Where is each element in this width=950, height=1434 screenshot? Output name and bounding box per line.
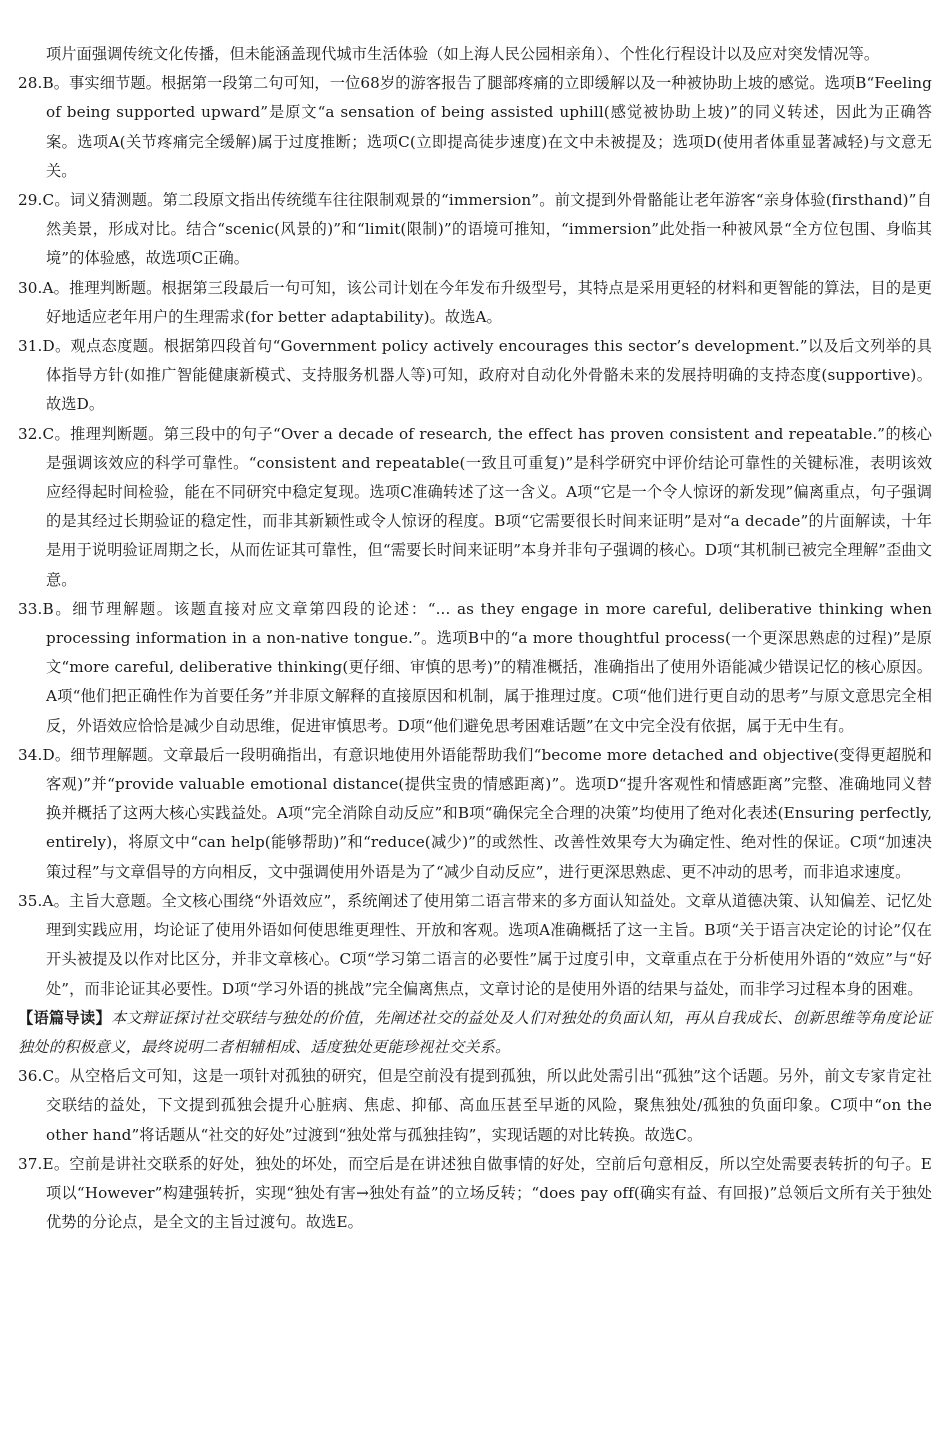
item-number: 32. [18, 424, 43, 443]
item-number: 33. [18, 599, 43, 618]
answer-item-33 [18, 595, 932, 741]
item-number: 29. [18, 191, 43, 210]
item-number: 34. [18, 745, 43, 764]
item-text: B。事实细节题。根据第一段第二句可知，一位68岁的游客报告了腿部疼痛的立即缓解以及一种被协助上坡的感觉。选项B“Feeling of being supported upward”是原文“a sensation of being assisted uphill(感觉被协助上坡)”的同义转述，因此为正确答案。选项A(关节疼痛完全缓解)属于过度推断；选项C(立即提高徒步速度)在文中未被提及；选项D(使用者体重显著减轻)与文意无关。 [42, 74, 932, 180]
item-text: D。细节理解题。文章最后一段明确指出，有意识地使用外语能帮助我们“become more detached and objective(变得更超脱和客观)”并“provide valuable emotional distance(提供宝贵的情感距离)”。选项D“提升客观性和情感距离”完整、准确地同义替换并概括了这两大核心实践益处。A项“完全消除自动反应”和B项“确保完全合理的决策”均使用了绝对化表述(Ensuring perfectly, entirely)，将原文中“can help(能够帮助)”和“reduce(减少)”的或然性、改善性效果夸大为确定性、绝对性的保证。C项“加速决策过程”与文章倡导的方向相反，文中强调使用外语是为了“减少自动反应”，进行更深思熟虑、更不冲动的思考，而非追求速度。 [42, 745, 932, 881]
item-text: E。空前是讲社交联系的好处，独处的坏处，而空后是在讲述独自做事情的好处，空前后句意相反，所以空处需要表转折的句子。E项以“However”构建强转折，实现“独处有害→独处有益”的立场反转；“does pay off(确实有益、有回报)”总领后文所有关于独处优势的分论点，是全文的主旨过渡句。故选E。 [42, 1154, 932, 1232]
answer-item-34 [18, 741, 932, 887]
answer-item-35 [18, 887, 932, 1004]
item-text: C。词义猜测题。第二段原文指出传统缆车往往限制观景的“immersion”。前文提到外骨骼能让老年游客“亲身体验(firsthand)”自然美景，形成对比。结合“scenic(风景的)”和“limit(限制)”的语境可推知，“immersion”此处指一种被风景“全方位包围、身临其境”的体验感，故选项C正确。 [42, 191, 932, 268]
answer-item-32 [18, 420, 932, 595]
answer-item-37 [18, 1150, 932, 1238]
item-text: B。细节理解题。该题直接对应文章第四段的论述：“... as they engage in more careful, deliberative thinking when processing information in a non-native tongue.”。选项B中的“a more thoughtful process(一个更深思熟虑的过程)”是原文“more careful, deliberative thinking(更仔细、审慎的思考)”的精准概括，准确指出了使用外语能减少错误记忆的核心原因。A项“他们把正确性作为首要任务”并非原文解释的直接原因和机制，属于推理过度。C项“他们进行更自动的思考”与原文意思完全相反，外语效应恰恰是减少自动思维，促进审慎思考。D项“他们避免思考困难话题”在文中完全没有依据，属于无中生有。 [42, 599, 932, 735]
item-number: 35. [18, 891, 43, 910]
item-text: C。推理判断题。第三段中的句子“Over a decade of research, the effect has proven consistent and repeatable.”的核心是强调该效应的科学可靠性。“consistent and repeatable(一致且可重复)”是科学研究中评价结论可靠性的关键标准，表明该效应经得起时间检验，能在不同研究中稳定复现。选项C准确转述了这一含义。A项“它是一个令人惊讶的新发现”偏离重点，句子强调的是其经过长期验证的稳定性，而非其新颖性或令人惊讶的程度。B项“它需要很长时间来证明”是对“a decade”的片面解读，十年是用于说明验证周期之长，从而佐证其可靠性，但“需要长时间来证明”本身并非句子强调的核心。D项“其机制已被完全理解”歪曲文意。 [42, 424, 932, 589]
guide-label: 【语篇导读】 [18, 1008, 111, 1027]
answer-item-29 [18, 186, 932, 274]
item-number: 28. [18, 74, 43, 93]
discourse-guide [18, 1004, 932, 1062]
answer-item-31 [18, 332, 932, 420]
answer-item-28 [18, 69, 932, 186]
item-text: A。主旨大意题。全文核心围绕“外语效应”，系统阐述了使用第二语言带来的多方面认知益处。文章从道德决策、认知偏差、记忆处理到实践应用，均论证了使用外语如何使思维更理性、开放和客观。选项A准确概括了这一主旨。B项“关于语言决定论的讨论”仅在开头被提及以作对比区分，并非文章核心。C项“学习第二语言的必要性”属于过度引申，文章重点在于分析使用外语的“效应”与“好处”，而非论证其必要性。D项“学习外语的挑战”完全偏离焦点，文章讨论的是使用外语的结果与益处，而非学习过程本身的困难。 [42, 891, 932, 998]
item-number: 31. [18, 337, 43, 356]
item-number: 30. [18, 278, 43, 297]
item-number: 37. [18, 1154, 43, 1173]
item-text: A。推理判断题。根据第三段最后一句可知，该公司计划在今年发布升级型号，其特点是采用更轻的材料和更智能的算法，目的是更好地适应老年用户的生理需求(for better adaptability)。故选A。 [42, 278, 932, 326]
item-text: D。观点态度题。根据第四段首句“Government policy actively encourages this sector’s development.”以及后文列举的具体指导方针(如推广智能健康新模式、支持服务机器人等)可知，政府对自动化外骨骼未来的发展持明确的支持态度(supportive)。故选D。 [42, 337, 932, 414]
answer-item-30 [18, 274, 932, 332]
intro-paragraph: 项片面强调传统文化传播，但未能涵盖现代城市生活体验（如上海人民公园相亲角）、个性化行程设计以及应对突发情况等。 [46, 45, 880, 63]
guide-text: 本文辩证探讨社交联结与独处的价值，先阐述社交的益处及人们对独处的负面认知，再从自我成长、创新思维等角度论证独处的积极意义，最终说明二者相辅相成、适度独处更能珍视社交关系。 [18, 1008, 932, 1056]
item-number: 36. [18, 1067, 43, 1086]
answer-item-36 [18, 1062, 932, 1150]
item-text: C。从空格后文可知，这是一项针对孤独的研究，但是空前没有提到孤独，所以此处需引出“孤独”这个话题。另外，前文专家肯定社交联结的益处，下文提到孤独会提升心脏病、焦虑、抑郁、高血压甚至早逝的风险，聚焦独处/孤独的负面印象。C项中“on the other hand”将话题从“社交的好处”过渡到“独处常与孤独挂钩”，实现话题的对比转换。故选C。 [42, 1067, 932, 1144]
